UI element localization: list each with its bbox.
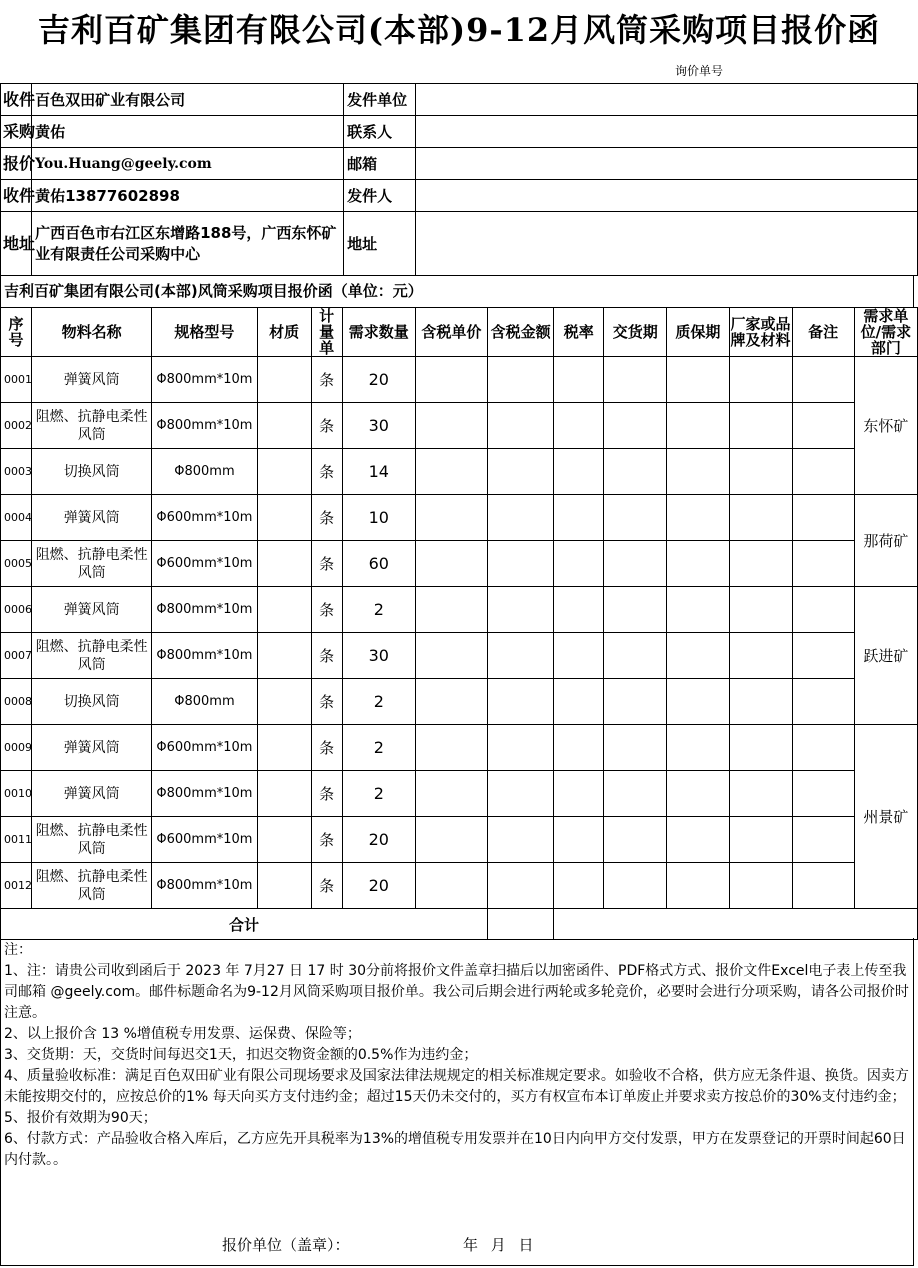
column-header: 含税单价 bbox=[415, 308, 487, 357]
item-remark[interactable] bbox=[792, 449, 854, 495]
item-amount[interactable] bbox=[488, 817, 554, 863]
item-number: 0011 bbox=[1, 817, 32, 863]
item-unit: 条 bbox=[311, 771, 342, 817]
item-amount[interactable] bbox=[488, 403, 554, 449]
info-row bbox=[1, 148, 918, 180]
column-header: 计量单 bbox=[311, 308, 342, 357]
demand-unit: 州景矿 bbox=[854, 725, 917, 909]
item-number: 0010 bbox=[1, 771, 32, 817]
table-row bbox=[1, 817, 918, 863]
info-right-value[interactable] bbox=[416, 212, 918, 276]
item-remark[interactable] bbox=[792, 357, 854, 403]
item-tax-rate[interactable] bbox=[554, 817, 604, 863]
item-tax-rate[interactable] bbox=[554, 725, 604, 771]
note-line: 1、注：请贵公司收到函后于 2023 年 7月27 日 17 时 30分前将报价文件盖章扫描后以加密函件、PDF格式方式、报价文件Excel电子表上传至我司邮箱 @geely.com。邮件标题命名为9-12月风筒采购项目报价单。我公司后期会进行两轮或多轮竞价，必要时会进行分项采购，请各公司报价时注意。 bbox=[4, 963, 909, 1021]
table-row bbox=[1, 771, 918, 817]
item-spec: Φ800mm*10m bbox=[152, 863, 257, 909]
table-row bbox=[1, 863, 918, 909]
note-line: 注： bbox=[4, 942, 32, 958]
item-tax-rate[interactable] bbox=[554, 633, 604, 679]
item-delivery[interactable] bbox=[604, 587, 667, 633]
note-line: 5、报价有效期为90天； bbox=[4, 1110, 157, 1126]
info-label: 报价 bbox=[1, 148, 32, 180]
info-label: 地址 bbox=[1, 212, 32, 276]
item-brand[interactable] bbox=[729, 725, 792, 771]
item-material[interactable] bbox=[257, 587, 311, 633]
item-quantity: 20 bbox=[342, 863, 415, 909]
items-table bbox=[0, 307, 918, 940]
item-amount[interactable] bbox=[488, 449, 554, 495]
item-tax-rate[interactable] bbox=[554, 863, 604, 909]
item-material[interactable] bbox=[257, 863, 311, 909]
item-delivery[interactable] bbox=[604, 771, 667, 817]
item-number: 0005 bbox=[1, 541, 32, 587]
item-brand[interactable] bbox=[729, 771, 792, 817]
item-brand[interactable] bbox=[729, 863, 792, 909]
item-warranty[interactable] bbox=[667, 633, 729, 679]
item-spec: Φ800mm bbox=[152, 449, 257, 495]
item-quantity: 30 bbox=[342, 403, 415, 449]
column-header: 备注 bbox=[792, 308, 854, 357]
inquiry-number-label: 询价单号 bbox=[675, 64, 724, 78]
item-name: 弹簧风筒 bbox=[32, 357, 152, 403]
item-brand[interactable] bbox=[729, 403, 792, 449]
item-spec: Φ600mm*10m bbox=[152, 541, 257, 587]
item-unit: 条 bbox=[311, 449, 342, 495]
item-quantity: 10 bbox=[342, 495, 415, 541]
column-header: 质保期 bbox=[667, 308, 729, 357]
item-delivery[interactable] bbox=[604, 633, 667, 679]
item-brand[interactable] bbox=[729, 817, 792, 863]
item-remark[interactable] bbox=[792, 587, 854, 633]
item-name: 弹簧风筒 bbox=[32, 495, 152, 541]
item-remark[interactable] bbox=[792, 679, 854, 725]
total-label: 合计 bbox=[1, 909, 488, 940]
item-warranty[interactable] bbox=[667, 679, 729, 725]
table-row bbox=[1, 725, 918, 771]
info-value[interactable]: 百色双田矿业有限公司 bbox=[32, 84, 344, 116]
item-number: 0007 bbox=[1, 633, 32, 679]
info-right-value[interactable] bbox=[416, 180, 918, 212]
column-header: 规格型号 bbox=[152, 308, 257, 357]
info-right-value[interactable] bbox=[416, 148, 918, 180]
item-warranty[interactable] bbox=[667, 863, 729, 909]
column-header: 物料名称 bbox=[32, 308, 152, 357]
item-warranty[interactable] bbox=[667, 495, 729, 541]
item-unit-price[interactable] bbox=[415, 679, 487, 725]
table-row bbox=[1, 357, 918, 403]
note-line: 3、交货期：天，交货时间每迟交1天，扣迟交物资金额的0.5%作为违约金； bbox=[4, 1047, 478, 1063]
item-brand[interactable] bbox=[729, 541, 792, 587]
item-brand[interactable] bbox=[729, 495, 792, 541]
item-amount[interactable] bbox=[488, 541, 554, 587]
item-unit-price[interactable] bbox=[415, 633, 487, 679]
item-quantity: 2 bbox=[342, 725, 415, 771]
item-tax-rate[interactable] bbox=[554, 403, 604, 449]
info-value[interactable]: 黄佑13877602898 bbox=[32, 180, 344, 212]
item-material[interactable] bbox=[257, 495, 311, 541]
item-material[interactable] bbox=[257, 403, 311, 449]
column-header: 含税金额 bbox=[488, 308, 554, 357]
table-header-row bbox=[1, 308, 918, 357]
total-row bbox=[1, 909, 918, 940]
item-amount[interactable] bbox=[488, 863, 554, 909]
table-row bbox=[1, 449, 918, 495]
table-row bbox=[1, 633, 918, 679]
info-value[interactable]: 黄佑 bbox=[32, 116, 344, 148]
info-right-value[interactable] bbox=[416, 84, 918, 116]
item-tax-rate[interactable] bbox=[554, 541, 604, 587]
item-number: 0012 bbox=[1, 863, 32, 909]
item-name: 阻燃、抗静电柔性风筒 bbox=[32, 541, 152, 587]
column-header: 需求单位/需求部门 bbox=[854, 308, 917, 357]
item-warranty[interactable] bbox=[667, 541, 729, 587]
table-row bbox=[1, 403, 918, 449]
item-material[interactable] bbox=[257, 633, 311, 679]
info-value[interactable]: 广西百色市右江区东增路188号，广西东怀矿业有限责任公司采购中心 bbox=[32, 212, 344, 276]
item-quantity: 20 bbox=[342, 357, 415, 403]
item-warranty[interactable] bbox=[667, 357, 729, 403]
item-tax-rate[interactable] bbox=[554, 587, 604, 633]
table-row bbox=[1, 495, 918, 541]
column-header: 序号 bbox=[1, 308, 32, 357]
column-header: 税率 bbox=[554, 308, 604, 357]
item-remark[interactable] bbox=[792, 817, 854, 863]
item-name: 阻燃、抗静电柔性风筒 bbox=[32, 863, 152, 909]
notes-section bbox=[0, 938, 914, 1266]
info-label: 采购 bbox=[1, 116, 32, 148]
item-number: 0008 bbox=[1, 679, 32, 725]
item-spec: Φ600mm*10m bbox=[152, 495, 257, 541]
item-unit: 条 bbox=[311, 863, 342, 909]
item-remark[interactable] bbox=[792, 541, 854, 587]
total-amount[interactable] bbox=[488, 909, 554, 940]
item-number: 0001 bbox=[1, 357, 32, 403]
info-right-value[interactable] bbox=[416, 116, 918, 148]
info-right-label: 发件单位 bbox=[344, 84, 416, 116]
item-tax-rate[interactable] bbox=[554, 495, 604, 541]
item-remark[interactable] bbox=[792, 403, 854, 449]
item-material[interactable] bbox=[257, 817, 311, 863]
info-right-label: 邮箱 bbox=[344, 148, 416, 180]
info-label: 收件 bbox=[1, 84, 32, 116]
item-amount[interactable] bbox=[488, 725, 554, 771]
item-spec: Φ800mm*10m bbox=[152, 403, 257, 449]
column-header: 厂家或品牌及材料 bbox=[729, 308, 792, 357]
note-line: 4、质量验收标准：满足百色双田矿业有限公司现场要求及国家法律法规规定的相关标准规定要求。如验收不合格，供方应无条件退、换货。因卖方未能按期交付的，应按总价的1% 每天向买方支付违约金；超过15天仍未交付的，买方有权宣布本订单废止并要求卖方按总价的30%支付违约金； bbox=[4, 1068, 909, 1105]
item-unit: 条 bbox=[311, 817, 342, 863]
contact-info-table bbox=[0, 83, 918, 276]
item-tax-rate[interactable] bbox=[554, 357, 604, 403]
demand-unit: 跃进矿 bbox=[854, 587, 917, 725]
item-unit-price[interactable] bbox=[415, 863, 487, 909]
note-line: 6、付款方式：产品验收合格入库后，乙方应先开具税率为13%的增值税专用发票并在10日内向甲方交付发票，甲方在发票登记的开票时间起60日内付款。。 bbox=[4, 1131, 906, 1168]
item-unit: 条 bbox=[311, 679, 342, 725]
item-name: 阻燃、抗静电柔性风筒 bbox=[32, 403, 152, 449]
item-brand[interactable] bbox=[729, 357, 792, 403]
item-warranty[interactable] bbox=[667, 725, 729, 771]
item-unit: 条 bbox=[311, 495, 342, 541]
item-unit-price[interactable] bbox=[415, 771, 487, 817]
item-remark[interactable] bbox=[792, 495, 854, 541]
total-blank bbox=[554, 909, 918, 940]
item-quantity: 2 bbox=[342, 771, 415, 817]
table-row bbox=[1, 587, 918, 633]
item-unit: 条 bbox=[311, 725, 342, 771]
item-number: 0004 bbox=[1, 495, 32, 541]
item-material[interactable] bbox=[257, 449, 311, 495]
item-spec: Φ600mm*10m bbox=[152, 817, 257, 863]
item-spec: Φ800mm*10m bbox=[152, 587, 257, 633]
page-title: 吉利百矿集团有限公司(本部)9-12月风筒采购项目报价函 bbox=[37, 11, 881, 49]
item-warranty[interactable] bbox=[667, 403, 729, 449]
item-name: 弹簧风筒 bbox=[32, 725, 152, 771]
item-unit-price[interactable] bbox=[415, 403, 487, 449]
demand-unit: 那荷矿 bbox=[854, 495, 917, 587]
item-delivery[interactable] bbox=[604, 449, 667, 495]
info-row bbox=[1, 212, 918, 276]
item-unit-price[interactable] bbox=[415, 587, 487, 633]
item-delivery[interactable] bbox=[604, 403, 667, 449]
date-label: 年 月 日 bbox=[463, 1236, 534, 1254]
item-amount[interactable] bbox=[488, 679, 554, 725]
item-name: 阻燃、抗静电柔性风筒 bbox=[32, 633, 152, 679]
item-unit-price[interactable] bbox=[415, 357, 487, 403]
item-spec: Φ800mm*10m bbox=[152, 357, 257, 403]
item-number: 0002 bbox=[1, 403, 32, 449]
info-row bbox=[1, 84, 918, 116]
item-unit-price[interactable] bbox=[415, 449, 487, 495]
item-name: 切换风筒 bbox=[32, 679, 152, 725]
item-quantity: 2 bbox=[342, 587, 415, 633]
signature-label: 报价单位（盖章）： bbox=[222, 1236, 350, 1254]
item-amount[interactable] bbox=[488, 357, 554, 403]
item-spec: Φ800mm bbox=[152, 679, 257, 725]
item-brand[interactable] bbox=[729, 679, 792, 725]
item-material[interactable] bbox=[257, 679, 311, 725]
item-amount[interactable] bbox=[488, 633, 554, 679]
item-warranty[interactable] bbox=[667, 587, 729, 633]
item-unit-price[interactable] bbox=[415, 817, 487, 863]
info-value[interactable]: You.Huang@geely.com bbox=[32, 148, 344, 180]
item-unit-price[interactable] bbox=[415, 541, 487, 587]
item-name: 阻燃、抗静电柔性风筒 bbox=[32, 817, 152, 863]
item-number: 0006 bbox=[1, 587, 32, 633]
item-unit: 条 bbox=[311, 541, 342, 587]
table-row bbox=[1, 541, 918, 587]
item-brand[interactable] bbox=[729, 587, 792, 633]
item-tax-rate[interactable] bbox=[554, 771, 604, 817]
item-remark[interactable] bbox=[792, 771, 854, 817]
item-unit-price[interactable] bbox=[415, 725, 487, 771]
item-delivery[interactable] bbox=[604, 495, 667, 541]
item-quantity: 20 bbox=[342, 817, 415, 863]
item-warranty[interactable] bbox=[667, 449, 729, 495]
item-number: 0009 bbox=[1, 725, 32, 771]
item-quantity: 14 bbox=[342, 449, 415, 495]
item-tax-rate[interactable] bbox=[554, 679, 604, 725]
item-remark[interactable] bbox=[792, 725, 854, 771]
item-quantity: 60 bbox=[342, 541, 415, 587]
item-delivery[interactable] bbox=[604, 679, 667, 725]
item-material[interactable] bbox=[257, 541, 311, 587]
info-right-label: 地址 bbox=[344, 212, 416, 276]
item-amount[interactable] bbox=[488, 771, 554, 817]
item-unit: 条 bbox=[311, 587, 342, 633]
column-header: 材质 bbox=[257, 308, 311, 357]
note-line: 2、以上报价含 13 %增值税专用发票、运保费、保险等； bbox=[4, 1026, 361, 1042]
item-spec: Φ800mm*10m bbox=[152, 633, 257, 679]
item-brand[interactable] bbox=[729, 633, 792, 679]
info-right-label: 发件人 bbox=[344, 180, 416, 212]
item-number: 0003 bbox=[1, 449, 32, 495]
item-delivery[interactable] bbox=[604, 725, 667, 771]
column-header: 交货期 bbox=[604, 308, 667, 357]
item-warranty[interactable] bbox=[667, 817, 729, 863]
item-unit: 条 bbox=[311, 633, 342, 679]
item-unit: 条 bbox=[311, 357, 342, 403]
table-row bbox=[1, 679, 918, 725]
item-material[interactable] bbox=[257, 725, 311, 771]
item-name: 切换风筒 bbox=[32, 449, 152, 495]
info-row bbox=[1, 116, 918, 148]
demand-unit: 东怀矿 bbox=[854, 357, 917, 495]
item-warranty[interactable] bbox=[667, 771, 729, 817]
item-brand[interactable] bbox=[729, 449, 792, 495]
item-tax-rate[interactable] bbox=[554, 449, 604, 495]
info-right-label: 联系人 bbox=[344, 116, 416, 148]
item-unit: 条 bbox=[311, 403, 342, 449]
item-remark[interactable] bbox=[792, 633, 854, 679]
item-name: 弹簧风筒 bbox=[32, 771, 152, 817]
info-row bbox=[1, 180, 918, 212]
item-material[interactable] bbox=[257, 771, 311, 817]
item-unit-price[interactable] bbox=[415, 495, 487, 541]
item-material[interactable] bbox=[257, 357, 311, 403]
item-amount[interactable] bbox=[488, 495, 554, 541]
item-delivery[interactable] bbox=[604, 541, 667, 587]
item-delivery[interactable] bbox=[604, 863, 667, 909]
table-caption: 吉利百矿集团有限公司(本部)风筒采购项目报价函（单位：元） bbox=[0, 275, 914, 307]
item-delivery[interactable] bbox=[604, 357, 667, 403]
item-spec: Φ600mm*10m bbox=[152, 725, 257, 771]
item-quantity: 2 bbox=[342, 679, 415, 725]
item-spec: Φ800mm*10m bbox=[152, 771, 257, 817]
item-delivery[interactable] bbox=[604, 817, 667, 863]
item-remark[interactable] bbox=[792, 863, 854, 909]
item-quantity: 30 bbox=[342, 633, 415, 679]
column-header: 需求数量 bbox=[342, 308, 415, 357]
item-amount[interactable] bbox=[488, 587, 554, 633]
info-label: 收件 bbox=[1, 180, 32, 212]
item-name: 弹簧风筒 bbox=[32, 587, 152, 633]
